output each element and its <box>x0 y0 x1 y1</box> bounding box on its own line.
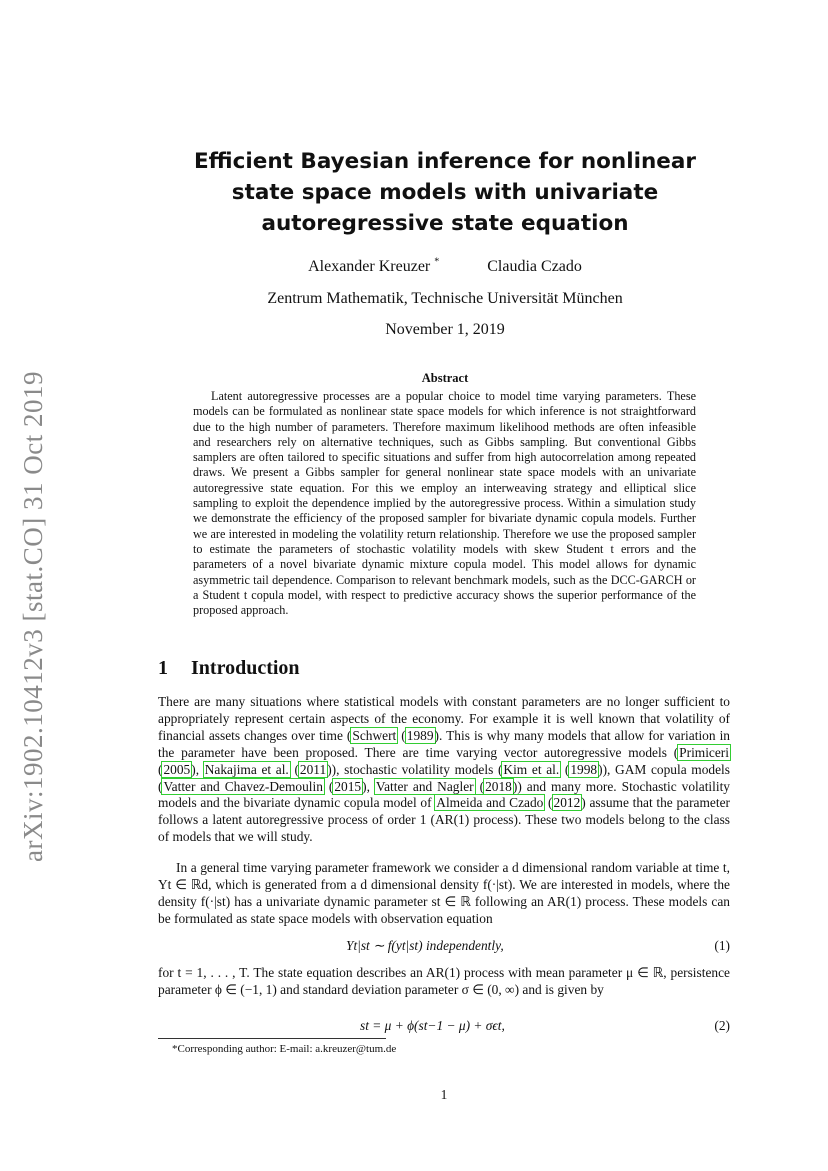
intro-paragraph-3: for t = 1, . . . , T. The state equation describes an AR(1) process with mean parameter μ ∈ ℝ, persistence parameter ϕ ∈ (−1, 1) and standard deviation parameter σ ∈ (0, ∞) and is given by <box>158 965 730 997</box>
equation-number: (2) <box>714 1018 730 1033</box>
author-list <box>160 257 730 276</box>
equation-number: (1) <box>714 938 730 953</box>
equation-expression: st = μ + ϕ(st−1 − μ) + σϵt, <box>360 1018 505 1033</box>
abstract-text: Latent autoregressive processes are a popular choice to model time varying parameters. These models can be formulated as nonlinear state space models for which inference is not straightforward due to the high number of parameters. Therefore maximum likelihood methods are often infeasible and researchers rely on alternative techniques, such as Gibbs sampling. But conventional Gibbs samplers are often tailored to specific situations and suffer from high autocorrelation among repeated draws. We present a Gibbs sampler for general nonlinear state space models with an univariate autoregressive state equation. For this we employ an interweaving strategy and elliptical slice sampling to exploit the dependence implied by the autoregressive process. Within a simulation study we demonstrate the efficiency of the proposed sampler for bivariate dynamic copula models. Further we are interested in modeling the volatility return relationship. Therefore we use the proposed sampler to estimate the parameters of stochastic volatility models with skew Student t errors and the parameters of a novel bivariate dynamic mixture copula model. This model allows for dynamic asymmetric tail dependence. Comparison to relevant benchmark models, such as the DCC-GARCH or a Student t copula model, with respect to predictive accuracy shows the superior performance of the proposed approach. <box>193 389 696 618</box>
intro-paragraph-2: In a general time varying parameter framework we consider a d dimensional random variable at time t, Yt ∈ ℝd, which is generated from a d dimensional density f(·|st). We are interested in models, where the density f(·|st) has a univariate dynamic parameter st ∈ ℝ following an AR(1) process. These models can be formulated as state space models with observation equation <box>158 860 730 926</box>
citation-link[interactable]: 2012 <box>553 795 581 811</box>
citation-link[interactable]: Almeida and Czado <box>436 795 544 811</box>
citation-link[interactable]: Schwert <box>352 727 397 743</box>
citation-link[interactable]: 2018 <box>485 778 512 794</box>
citation-link[interactable]: 2015 <box>334 778 362 794</box>
citation-link[interactable]: Vatter and Nagler <box>375 778 474 794</box>
footnote: *Corresponding author: E-mail: a.kreuzer@tum.de <box>172 1043 397 1055</box>
author-name: Alexander Kreuzer * <box>308 257 440 276</box>
page-number: 1 <box>440 1087 448 1102</box>
affiliation: Zentrum Mathematik, Technische Universität München <box>267 290 623 307</box>
citation-link[interactable]: 1989 <box>406 727 434 743</box>
citation-link[interactable]: Vatter and Chavez-Demoulin <box>163 778 323 794</box>
citation-link[interactable]: Nakajima et al. <box>204 761 289 777</box>
footnote-divider <box>158 1038 386 1039</box>
paper-title: Efficient Bayesian inference for nonlinear state space models with univariate autoregressive state equation <box>194 149 696 236</box>
intro-paragraph-1: There are many situations where statistical models with constant parameters are no longer sufficient to appropriately represent certain aspects of the economy. For example it is well known that volatility of financial assets changes over time (Schwert (1989). This is why many models that allow for variation in the parameter have been proposed. There are time varying vector autoregressive models (Primiceri (2005), Nakajima et al. (2011)), stochastic volatility models (Kim et al. (1998)), GAM copula models (Vatter and Chavez-Demoulin (2015), Vatter and Nagler (2018)) and many more. Stochastic volatility models and the bivariate dynamic copula model of Almeida and Czado (2012) assume that the parameter follows a latent autoregressive process of order 1 (AR(1) process). These two models belong to the class of models that we will study. <box>158 694 730 845</box>
section-number: 1 <box>158 657 168 679</box>
citation-link[interactable]: 1998 <box>570 761 598 777</box>
citation-link[interactable]: Kim et al. <box>503 761 560 777</box>
citation-link[interactable]: 2005 <box>163 761 191 777</box>
arxiv-identifier: arXiv:1902.10412v3 [stat.CO] 31 Oct 2019 <box>18 371 48 862</box>
citation-link[interactable]: 2011 <box>299 761 327 777</box>
publication-date: November 1, 2019 <box>385 321 505 338</box>
equation-expression: Yt|st ∼ f(yt|st) independently, <box>346 938 504 953</box>
author-name: Claudia Czado <box>487 258 582 276</box>
section-title: Introduction <box>191 657 300 679</box>
abstract-heading: Abstract <box>421 371 469 385</box>
citation-link[interactable]: Primiceri <box>679 744 729 760</box>
section-heading <box>158 657 300 680</box>
